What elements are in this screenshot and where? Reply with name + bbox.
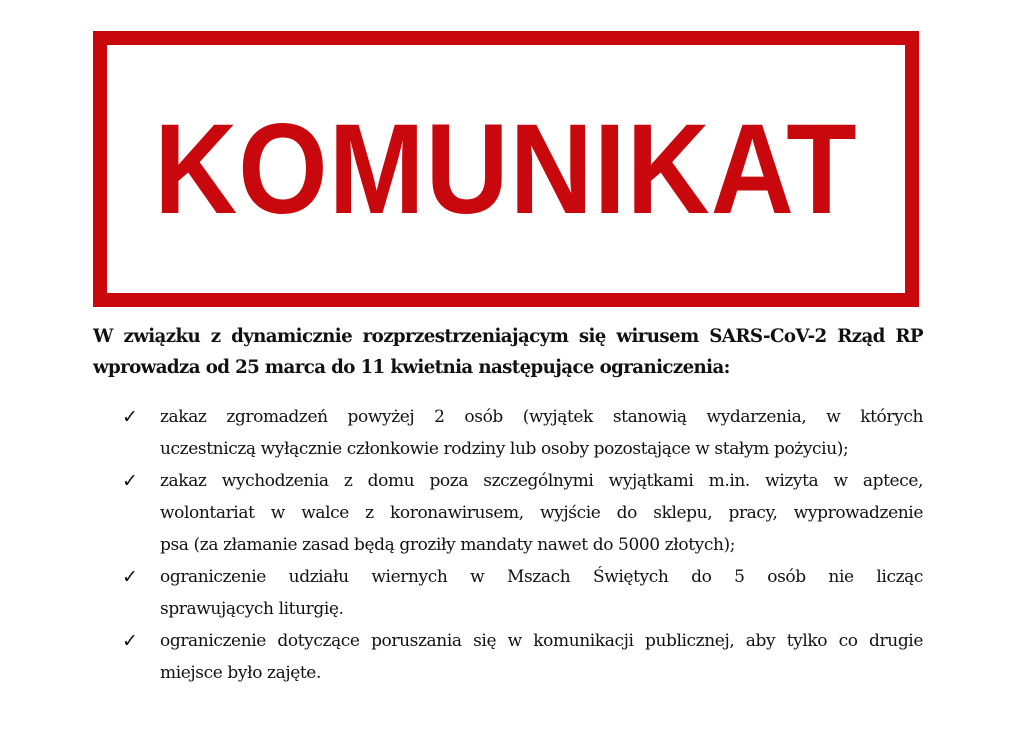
item-line: zakaz wychodzenia z domu poza szczególnymi wyjątkami m.in. wizyta w aptece,: [160, 471, 923, 491]
banner-title: KOMUNIKAT: [154, 98, 858, 241]
list-item: [122, 465, 923, 561]
item-line: uczestniczą wyłącznie członkowie rodziny lub osoby pozostające w stałym pożyciu);: [160, 439, 849, 459]
check-mark-icon: ✓: [122, 630, 138, 652]
item-line: psa (za złamanie zasad będą groziły mandaty nawet do 5000 złotych);: [160, 535, 736, 555]
check-mark-icon: ✓: [122, 470, 138, 492]
item-line: zakaz zgromadzeń powyżej 2 osób (wyjątek stanowią wydarzenia, w których: [160, 407, 923, 427]
item-line: miejsce było zajęte.: [160, 663, 321, 683]
intro-paragraph: [93, 321, 923, 383]
list-item: [122, 561, 923, 625]
list-item: [122, 401, 923, 465]
restrictions-list: [122, 401, 923, 689]
item-line: ograniczenie dotyczące poruszania się w komunikacji publicznej, aby tylko co drugie: [160, 631, 923, 651]
item-line: wolontariat w walce z koronawirusem, wyjście do sklepu, pracy, wyprowadzenie: [160, 503, 923, 523]
check-mark-icon: ✓: [122, 406, 138, 428]
item-line: ograniczenie udziału wiernych w Mszach Świętych do 5 osób nie licząc: [160, 567, 923, 587]
check-mark-icon: ✓: [122, 566, 138, 588]
komunikat-banner: [93, 31, 919, 307]
list-item: [122, 625, 923, 689]
intro-line: W związku z dynamicznie rozprzestrzeniającym się wirusem SARS-CoV-2 Rząd RP: [93, 326, 923, 347]
item-line: sprawujących liturgię.: [160, 599, 344, 619]
intro-line: wprowadza od 25 marca do 11 kwietnia następujące ograniczenia:: [93, 357, 730, 378]
